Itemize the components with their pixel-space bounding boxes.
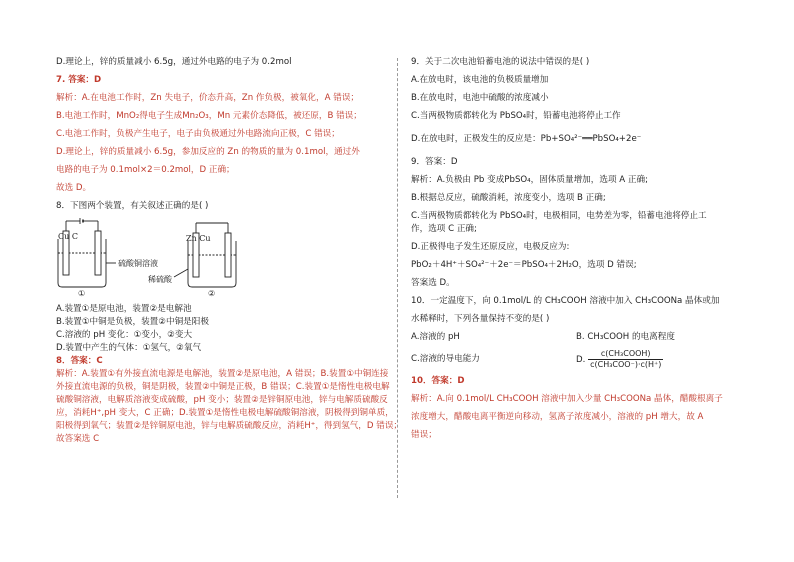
q7-expl-line: D.理论上，锌的质量减小 6.5g，参加反应的 Zn 的物质的量为 0.1mol，通过外	[56, 147, 360, 157]
q8-option: B.装置①中铜是负极，装置②中铜是阳极	[56, 317, 209, 327]
q7-expl-line: B.电池工作时，MnO₂得电子生成Mn₂O₃，Mn 元素价态降低，被还原，B 错误；	[56, 111, 362, 121]
q8-expl-line: 硫酸铜溶液，电解质溶液变成硫酸，pH 变小；装置②是锌铜原电池，锌与电解质硫酸反	[56, 395, 388, 405]
q10-expl-line: 浓度增大，醋酸电离平衡逆向移动，氢离子浓度减小，溶液的 pH 增大，故 A	[411, 412, 704, 422]
q10-option-d	[576, 349, 741, 370]
q9-option: D.在放电时，正极发生的反应是：Pb+SO₄²⁻══PbSO₄+2e⁻	[411, 134, 642, 144]
q10-answer: 10．答案：D	[411, 376, 465, 386]
q7-answer: 7. 答案：D	[56, 75, 102, 85]
q9-expl-line: B.根据总反应，硫酸消耗，浓度变小，选项 B 正确;	[411, 193, 606, 203]
dilute-sulfuric-acid-label: 稀硫酸	[148, 275, 172, 284]
q9-expl-line: 解析：A.负极由 Pb 变成PbSO₄，固体质量增加，选项 A 正确;	[411, 175, 648, 185]
q8-expl-line: 阳极得到氧气；装置②是锌铜原电池，锌与电解质硫酸反应，消耗H⁺，得到氢气，D 错误；	[56, 421, 403, 431]
q8-expl-line: 外接直流电源的负极，铜是阴极，装置②中铜是正极，B 错误；C.装置①是惰性电极电解	[56, 382, 390, 392]
q9-option: A.在放电时，该电池的负极质量增加	[411, 75, 549, 85]
q9-option: C.当两极物质都转化为 PbSO₄时，铅蓄电池将停止工作	[411, 111, 621, 121]
q8-stem: 8．下图两个装置，有关叙述正确的是( )	[56, 201, 209, 211]
q8-option: D.装置中产生的气体：①氢气，②氧气	[56, 343, 202, 353]
q8-option: C.溶液的 pH 变化：①变小，②变大	[56, 330, 193, 340]
q10-expl-line: 错误；	[411, 430, 437, 440]
q10-option-c: C.溶液的导电能力	[411, 354, 480, 364]
q8-explanation	[56, 368, 403, 446]
q9-answer: 9．答案：D	[411, 157, 458, 167]
device-1-electrode-labels: Cu C	[58, 232, 78, 241]
q10-stem-line: 10．一定温度下，向 0.1mol/L 的 CH₃COOH 溶液中加入 CH₃COONa 晶体或加	[411, 296, 720, 306]
q9-expl-line: D.正极得电子发生还原反应，电极反应为:	[411, 242, 570, 252]
q7-expl-line: 解析：A.在电池工作时，Zn 失电子，价态升高，Zn 作负极，被氧化，A 错误；	[56, 93, 360, 103]
q8-expl-line: 故答案选 C	[56, 434, 100, 444]
q7-expl-line: 电路的电子为 0.1mol×2＝0.2mol，D 正确；	[56, 165, 235, 175]
q10-option-a: A.溶液的 pH	[411, 332, 460, 342]
fraction-numerator: c(CH₃COOH)	[588, 349, 663, 360]
fraction-denominator: c(CH₃COO⁻)·c(H⁺)	[590, 360, 662, 369]
device-2-number: ②	[208, 289, 216, 298]
q9-stem: 9．关于二次电池铅蓄电池的说法中错误的是( )	[411, 57, 590, 67]
q7-expl-line: 故选 D。	[56, 183, 92, 193]
q10-option-b: B. CH₃COOH 的电离程度	[576, 332, 675, 342]
q8-figure	[56, 217, 386, 299]
right-column	[411, 56, 741, 442]
q8-option: A.装置①是原电池，装置②是电解池	[56, 304, 192, 314]
q6-option-d: D.理论上，锌的质量减小 6.5g，通过外电路的电子为 0.2mol	[56, 57, 292, 67]
q8-expl-line: 应，消耗H⁺,pH 变大，C 正确；D.装置①是惰性电极电解硫酸铜溶液，阴极得到铜单质，	[56, 408, 394, 418]
column-divider	[397, 58, 398, 498]
q9-expl-line: C.当两极物质都转化为 PbSO₄时，电极相同，电势差为零，铅蓄电池将停止工	[411, 211, 707, 221]
q10-option-d-fraction	[588, 349, 663, 370]
left-column	[56, 56, 403, 446]
q9-option: B.在放电时，电池中硫酸的浓度减小	[411, 93, 549, 103]
q10-options-row-1	[411, 331, 741, 344]
device-1	[58, 218, 116, 287]
q10-option-d-prefix: D.	[576, 355, 586, 365]
copper-sulfate-label: 硫酸铜溶液	[118, 259, 158, 268]
q9-expl-line: PbO₂＋4H⁺＋SO₄²⁻＋2e⁻＝PbSO₄＋2H₂O，选项 D 错误;	[411, 260, 637, 270]
q9-expl-line: 答案选 D。	[411, 278, 455, 288]
device-2-electrode-labels: Zn Cu	[186, 234, 211, 243]
q7-expl-line: C.电池工作时，负极产生电子，电子由负极通过外电路流向正极，C 错误；	[56, 129, 340, 139]
q10-expl-line: 解析：A.向 0.1mol/L CH₃COOH 溶液中加入少量 CH₃COONa 晶体，醋酸根离子	[411, 394, 723, 404]
q7-explanation	[56, 92, 386, 195]
q8-expl-line: 解析：A.装置①有外接直流电源是电解池，装置②是原电池，A 错误；B.装置①中铜连接	[56, 369, 389, 379]
q10-explanation	[411, 393, 741, 442]
q9-expl-line: 作，选项 C 正确;	[411, 224, 477, 234]
q9-explanation	[411, 174, 741, 290]
q10-options-row-2	[411, 349, 741, 370]
device-1-number: ①	[78, 289, 86, 298]
q8-answer: 8．答案：C	[56, 356, 103, 366]
q10-stem-line: 水稀释时，下列各量保持不变的是( )	[411, 314, 550, 324]
